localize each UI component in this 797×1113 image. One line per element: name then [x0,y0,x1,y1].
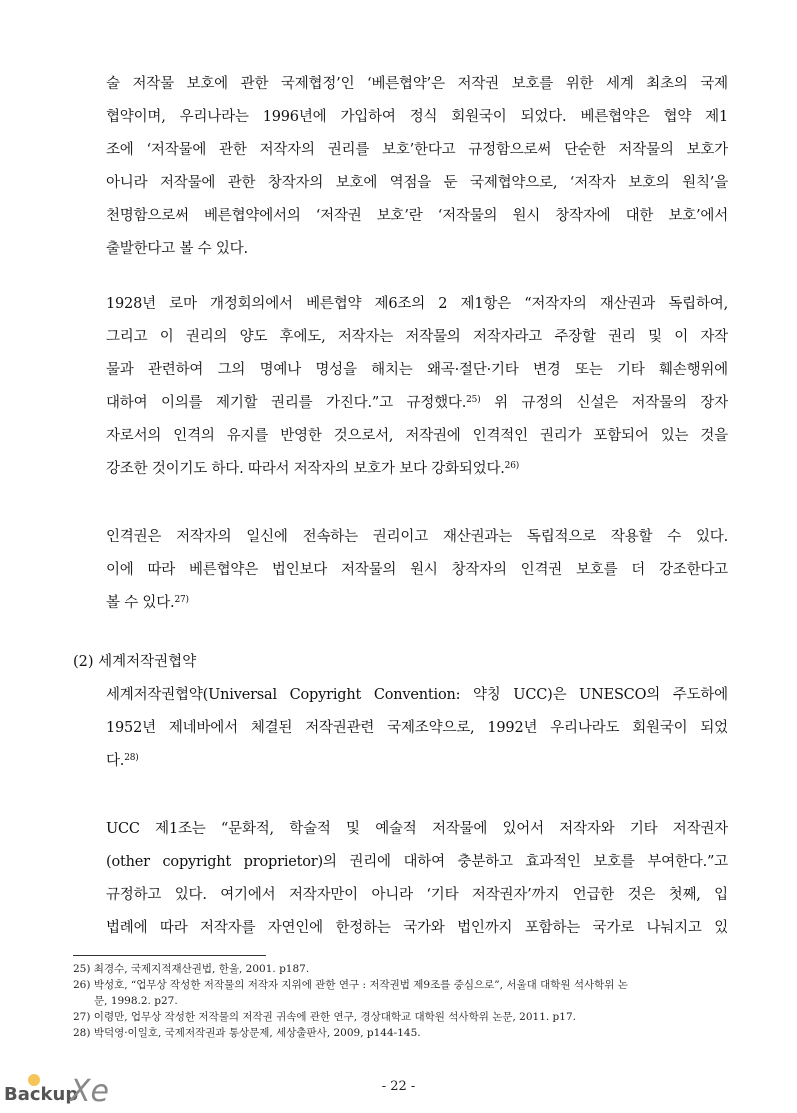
text-line: 협약이며, 우리나라는 1996년에 가입하여 정식 회원국이 되었다. 베른협약은 협약 제1 [106,109,728,125]
text-segment: 볼 수 있다. [106,595,175,611]
watermark-backup-text: Backup [4,1084,79,1105]
footnote-continuation: 문, 1998.2. p27. [94,995,178,1007]
footnote-text: 26) 박성호, “업무상 작성한 저작물의 저작자 지위에 관한 연구 : 저작권법 제9조를 중심으로”, 서울대 대학원 석사학위 논 [73,979,628,991]
section-heading: (2) 세계저작권협약 [73,654,197,670]
text-line [106,587,728,620]
text-line [106,453,728,486]
text-line: 인격권은 저작자의 일신에 전속하는 권리이고 재산권과는 독립적으로 작용할 수 있다. [106,529,728,545]
text-line [106,387,728,420]
paragraph-rome-revision [106,288,728,486]
footnote-27: 27) 이령만, 업무상 작성한 저작물의 저작권 귀속에 관한 연구, 경상대학교 대학원 석사학위 논문, 2011. p17. [73,1011,576,1023]
text-segment: 위 규정의 신설은 저작물의 장자 [480,395,728,411]
footnote-26 [73,977,728,1009]
text-line: 출발한다고 볼 수 있다. [106,241,248,257]
text-line: 조에 ‘저작물에 관한 저작자의 권리를 보호’한다고 규정함으로써 단순한 저작물의 보호가 [106,142,728,158]
text-line: 그리고 이 권리의 양도 후에도, 저작자는 저작물의 저작자라고 주장할 권리 및 이 자작 [106,329,728,345]
text-line: 1952년 제네바에서 체결된 저작권관련 국제조약으로, 1992년 우리나라도 회원국이 되었 [106,720,728,736]
footnote-divider [73,955,266,956]
footnote-ref-28: 28) [124,753,139,763]
text-segment: 다. [106,753,125,769]
footnote-ref-27: 27) [174,595,189,605]
page-number: - 22 - [381,1079,416,1094]
paragraph-ucc-article1 [106,813,728,945]
text-line [106,745,728,778]
text-line: 아니라 저작물에 관한 창작자의 보호에 역점을 둔 국제협약으로, ‘저작자 보호의 원칙’을 [106,175,728,191]
paragraph-moral-rights [106,521,728,620]
text-line: 물과 관련하여 그의 명예나 명성을 해치는 왜곡·절단·기타 변경 또는 기타 훼손행위에 [106,362,728,378]
footnote-ref-25: 25) [466,395,481,405]
watermark-logo [0,1070,120,1113]
footnotes [73,961,728,1041]
footnote-ref-26: 26) [504,461,520,471]
text-line: UCC 제1조는 “문화적, 학술적 및 예술적 저작물에 있어서 저작자와 기타 저작권자 [106,821,728,837]
text-line: (other copyright proprietor)의 권리에 대하여 충분하고 효과적인 보호를 부여한다.”고 [106,854,728,870]
text-segment: 강조한 것이기도 하다. 따라서 저작자의 보호가 보다 강화되었다. [106,461,505,477]
footnote-28: 28) 박덕영·이일호, 국제저작권과 통상문제, 세상출판사, 2009, p144-145. [73,1027,421,1039]
text-line: 규정하고 있다. 여기에서 저작자만이 아니라 ‘기타 저작권자’까지 언급한 것은 첫째, 입 [106,887,728,903]
text-segment: 대하여 이의를 제기할 권리를 가진다.”고 규정했다. [106,395,467,411]
paragraph-ucc-intro [106,679,728,778]
paragraph-berne-convention-intro [106,68,728,266]
text-line: 천명함으로써 베른협약에서의 ‘저작권 보호’란 ‘저작물의 원시 창작자에 대한 보호’에서 [106,208,728,224]
text-line: 술 저작물 보호에 관한 국제협정’인 ‘베른협약’은 저작권 보호를 위한 세계 최초의 국제 [106,76,728,92]
text-line: 1928년 로마 개정회의에서 베른협약 제6조의 2 제1항은 “저작자의 재산권과 독립하여, [106,296,728,312]
text-line: 세계저작권협약(Universal Copyright Convention: 약칭 UCC)은 UNESCO의 주도하에 [106,687,728,703]
watermark-xe-text: Xe [70,1074,110,1109]
text-line: 법례에 따라 저작자를 자연인에 한정하는 국가와 법인까지 포함하는 국가로 나눠지고 있 [106,920,728,936]
text-line: 자로서의 인격의 유지를 반영한 것으로서, 저작권에 인격적인 권리가 포함되어 있는 것을 [106,428,728,444]
footnote-25: 25) 최경수, 국제지적재산권법, 한울, 2001. p187. [73,963,310,975]
text-line: 이에 따라 베른협약은 법인보다 저작물의 원시 창작자의 인격권 보호를 더 강조한다고 [106,562,728,578]
